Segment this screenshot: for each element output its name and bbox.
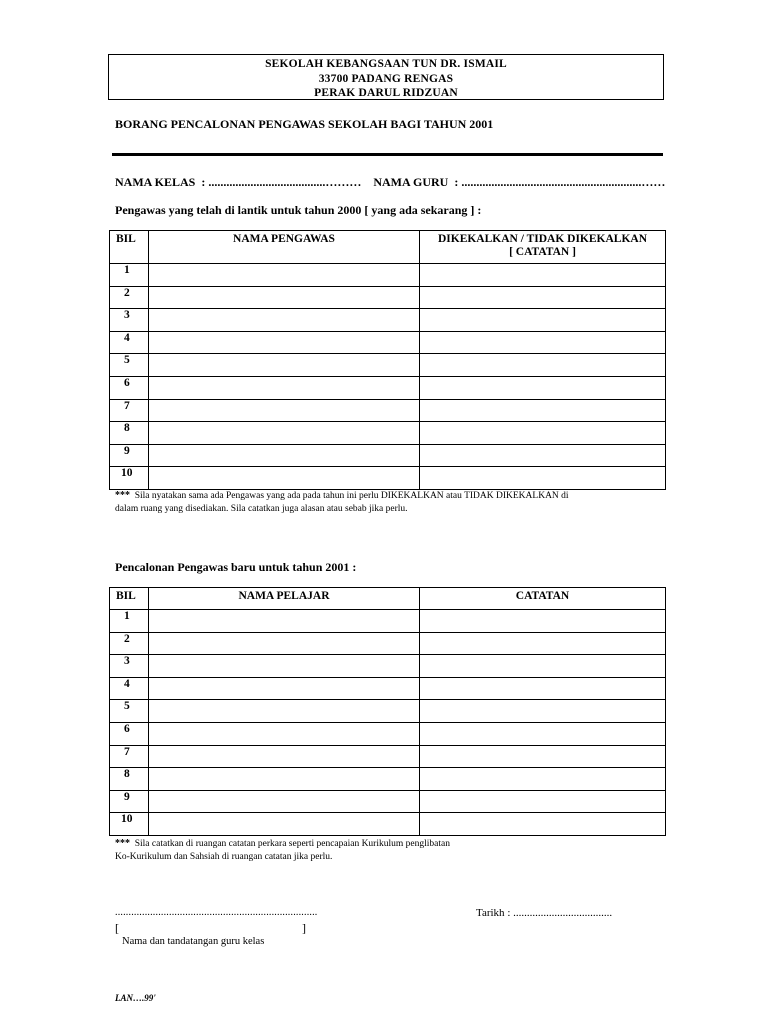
col-nama-pengawas: NAMA PENGAWAS (149, 231, 420, 264)
note-cell[interactable] (420, 700, 666, 723)
name-cell[interactable] (149, 813, 420, 836)
row-number: 9 (110, 444, 149, 467)
row-number: 6 (110, 722, 149, 745)
note-cell[interactable] (420, 422, 666, 445)
note-line1: Sila catatkan di ruangan catatan perkara seperti pencapaian Kurikulum penglibatan (134, 839, 450, 849)
table-row (110, 422, 666, 445)
table-row (110, 677, 666, 700)
note-cell[interactable] (420, 354, 666, 377)
table-row (110, 610, 666, 633)
date-value[interactable]: : .................................... (507, 907, 613, 919)
name-cell[interactable] (149, 309, 420, 332)
row-number: 3 (110, 655, 149, 678)
note-line1: Sila nyatakan sama ada Pengawas yang ada pada tahun ini perlu DIKEKALKAN atau TIDAK DIKEKALKAN di (134, 491, 569, 501)
table-row (110, 722, 666, 745)
note-cell[interactable] (420, 376, 666, 399)
note-cell[interactable] (420, 309, 666, 332)
name-cell[interactable] (149, 444, 420, 467)
note-line2: dalam ruang yang disediakan. Sila catatkan juga alasan atau sebab jika perlu. (115, 504, 408, 514)
note-cell[interactable] (420, 331, 666, 354)
guru-value[interactable]: : ............................................................…… (454, 175, 666, 189)
date-label: Tarikh (476, 907, 505, 919)
note-cell[interactable] (420, 790, 666, 813)
name-cell[interactable] (149, 331, 420, 354)
signature-name-brackets[interactable] (115, 921, 306, 936)
col-catatan: CATATAN (420, 588, 666, 610)
col-bil: BIL (110, 231, 149, 264)
section2-note (115, 837, 450, 864)
row-number: 10 (110, 813, 149, 836)
note-cell[interactable] (420, 813, 666, 836)
note-cell[interactable] (420, 264, 666, 287)
note-line2: Ko-Kurikulum dan Sahsiah di ruangan catatan jika perlu. (115, 852, 333, 862)
col-dikekalkan (420, 231, 666, 264)
name-cell[interactable] (149, 376, 420, 399)
school-address: 33700 PADANG RENGAS (318, 72, 454, 85)
school-name: SEKOLAH KEBANGSAAN TUN DR. ISMAIL (265, 58, 507, 70)
note-cell[interactable] (420, 286, 666, 309)
note-cell[interactable] (420, 722, 666, 745)
row-number: 2 (110, 632, 149, 655)
row-number: 4 (110, 331, 149, 354)
table-row (110, 309, 666, 332)
table-row (110, 354, 666, 377)
signature-line[interactable]: ........................................................................... (115, 907, 318, 918)
note-cell[interactable] (420, 467, 666, 490)
col-nama-pelajar: NAMA PELAJAR (149, 588, 420, 610)
school-header-box (108, 54, 664, 100)
table-header-row (110, 588, 666, 610)
kelas-value[interactable]: : .......................................……… (201, 175, 362, 189)
name-cell[interactable] (149, 655, 420, 678)
name-cell[interactable] (149, 677, 420, 700)
class-teacher-fields (115, 175, 665, 190)
row-number: 6 (110, 376, 149, 399)
new-prefects-table (109, 587, 666, 836)
table-row (110, 399, 666, 422)
table-header-row (110, 231, 666, 264)
section2-intro: Pencalonan Pengawas baru untuk tahun 2001 : (115, 560, 357, 574)
name-cell[interactable] (149, 354, 420, 377)
note-cell[interactable] (420, 745, 666, 768)
row-number: 9 (110, 790, 149, 813)
table-row (110, 286, 666, 309)
section1-intro: Pengawas yang telah di lantik untuk tahun 2000 [ yang ada sekarang ] : (115, 203, 482, 217)
table-row (110, 813, 666, 836)
name-cell[interactable] (149, 632, 420, 655)
table-row (110, 376, 666, 399)
divider-rule (112, 153, 663, 156)
note-cell[interactable] (420, 677, 666, 700)
table-row (110, 467, 666, 490)
row-number: 5 (110, 354, 149, 377)
row-number: 7 (110, 399, 149, 422)
row-number: 2 (110, 286, 149, 309)
school-state: PERAK DARUL RIDZUAN (314, 87, 458, 99)
row-number: 4 (110, 677, 149, 700)
table-row (110, 768, 666, 791)
name-cell[interactable] (149, 768, 420, 791)
note-cell[interactable] (420, 399, 666, 422)
row-number: 5 (110, 700, 149, 723)
note-star: *** (115, 838, 130, 849)
row-number: 7 (110, 745, 149, 768)
table-row (110, 444, 666, 467)
col-bil: BIL (110, 588, 149, 610)
table-row (110, 655, 666, 678)
table-row (110, 331, 666, 354)
date-field[interactable] (476, 907, 612, 919)
name-cell[interactable] (149, 700, 420, 723)
row-number: 3 (110, 309, 149, 332)
row-number: 8 (110, 422, 149, 445)
note-cell[interactable] (420, 655, 666, 678)
bracket-close: ] (302, 921, 306, 935)
name-cell[interactable] (149, 790, 420, 813)
row-number: 1 (110, 610, 149, 633)
current-prefects-table (109, 230, 666, 490)
table-row (110, 264, 666, 287)
note-cell[interactable] (420, 610, 666, 633)
note-cell[interactable] (420, 444, 666, 467)
name-cell[interactable] (149, 422, 420, 445)
row-number: 1 (110, 264, 149, 287)
table-row (110, 790, 666, 813)
table-row (110, 632, 666, 655)
signature-label: Nama dan tandatangan guru kelas (122, 936, 265, 947)
form-title: BORANG PENCALONAN PENGAWAS SEKOLAH BAGI TAHUN 2001 (115, 117, 494, 131)
section1-note (115, 489, 569, 516)
note-cell[interactable] (420, 768, 666, 791)
table-row (110, 700, 666, 723)
note-star: *** (115, 490, 130, 501)
name-cell[interactable] (149, 467, 420, 490)
name-cell[interactable] (149, 286, 420, 309)
row-number: 10 (110, 467, 149, 490)
col-dikekalkan-line1: DIKEKALKAN / TIDAK DIKEKALKAN (437, 233, 648, 245)
note-cell[interactable] (420, 632, 666, 655)
bracket-open: [ (115, 921, 119, 935)
kelas-label: NAMA KELAS (115, 175, 196, 189)
name-cell[interactable] (149, 745, 420, 768)
guru-label: NAMA GURU (373, 175, 449, 189)
footer-code: LAN….99' (115, 993, 156, 1003)
table-row (110, 745, 666, 768)
row-number: 8 (110, 768, 149, 791)
name-cell[interactable] (149, 722, 420, 745)
name-cell[interactable] (149, 399, 420, 422)
name-cell[interactable] (149, 264, 420, 287)
col-dikekalkan-line2: [ CATATAN ] (509, 246, 576, 258)
name-cell[interactable] (149, 610, 420, 633)
